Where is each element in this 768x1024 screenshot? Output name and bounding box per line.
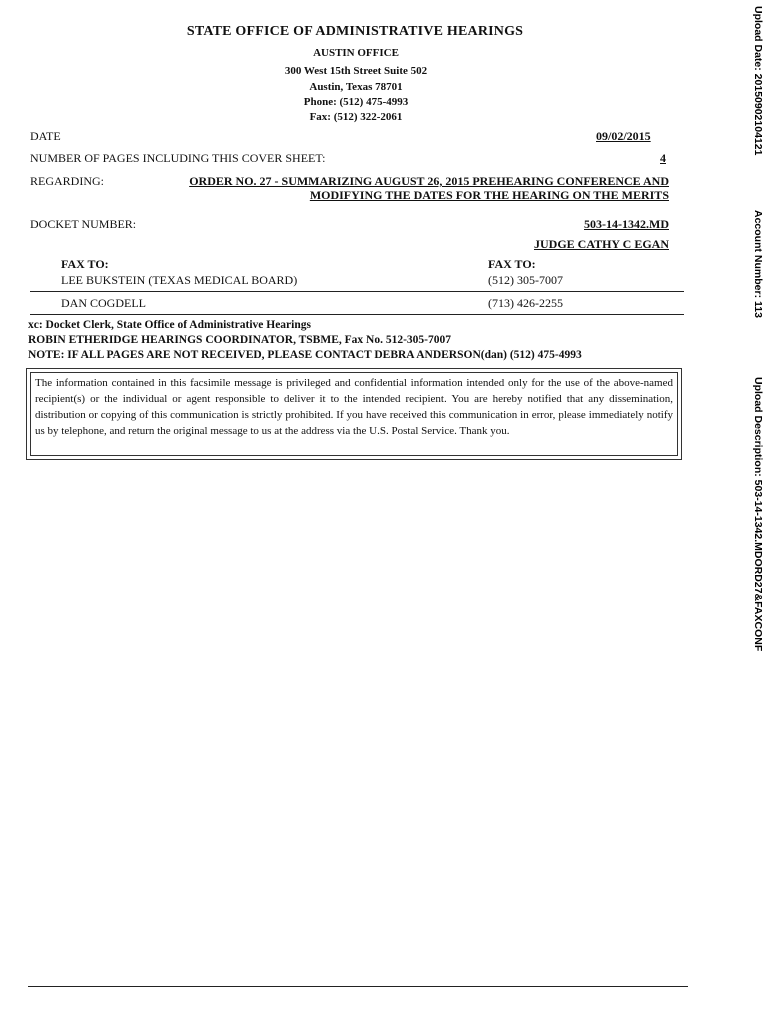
office-city: Austin, Texas 78701: [309, 81, 403, 93]
divider: [30, 291, 684, 292]
pages-value: 4: [660, 151, 666, 165]
recipient-fax-number: (512) 305-7007: [488, 273, 563, 287]
fax-to-label-right: FAX TO:: [488, 257, 536, 271]
footer-divider: [28, 986, 688, 987]
fax-to-label-left: FAX TO:: [61, 257, 109, 271]
date-label: DATE: [30, 129, 61, 143]
account-number: Account Number: 113: [752, 210, 764, 319]
docket-label: DOCKET NUMBER:: [30, 217, 137, 231]
confidentiality-box: [26, 368, 682, 460]
judge-name: JUDGE CATHY C EGAN: [533, 237, 669, 251]
office-fax: Fax: (512) 322-2061: [309, 111, 403, 123]
divider: [30, 314, 684, 315]
pages-label: NUMBER OF PAGES INCLUDING THIS COVER SHEET:: [30, 151, 326, 165]
office-street: 300 West 15th Street Suite 502: [284, 65, 428, 77]
xc-line: xc: Docket Clerk, State Office of Administrative Hearings: [28, 319, 311, 331]
regarding-line1: ORDER NO. 27 - SUMMARIZING AUGUST 26, 2015 PREHEARING CONFERENCE AND: [189, 174, 669, 188]
upload-date: Upload Date: 20150902104121: [752, 6, 764, 156]
date-value: 09/02/2015: [596, 129, 651, 143]
contact-note: NOTE: IF ALL PAGES ARE NOT RECEIVED, PLEASE CONTACT DEBRA ANDERSON(dan) (512) 475-4993: [28, 349, 582, 361]
upload-stamp: [748, 6, 764, 1006]
confidentiality-text: The information contained in this facsimile message is privileged and confidential information intended only for the use of the above-named recipient(s) or the individual or agent responsible to deliver it to the intended recipient. You are hereby notified that any dissemination, distribution or copying of this communication is strictly prohibited. If you have received this communication in error, please immediately notify us by telephone, and return the original message to us at the address via the U.S. Postal Service. Thank you.: [30, 372, 678, 456]
recipient-name: DAN COGDELL: [61, 296, 146, 310]
recipient-fax-number: (713) 426-2255: [488, 296, 563, 310]
office-name: AUSTIN OFFICE: [313, 47, 399, 59]
recipient-name: LEE BUKSTEIN (TEXAS MEDICAL BOARD): [61, 273, 298, 287]
regarding-label: REGARDING:: [30, 174, 104, 188]
upload-description: Upload Description: 503-14-1342.MDORD27&FAXCONF: [752, 377, 764, 652]
coordinator-line: ROBIN ETHERIDGE HEARINGS COORDINATOR, TSBME, Fax No. 512-305-7007: [28, 334, 451, 346]
office-phone: Phone: (512) 475-4993: [303, 96, 409, 108]
agency-title: STATE OFFICE OF ADMINISTRATIVE HEARINGS: [186, 24, 524, 39]
docket-value: 503-14-1342.MD: [584, 217, 669, 231]
regarding-line2: MODIFYING THE DATES FOR THE HEARING ON THE MERITS: [309, 188, 669, 202]
